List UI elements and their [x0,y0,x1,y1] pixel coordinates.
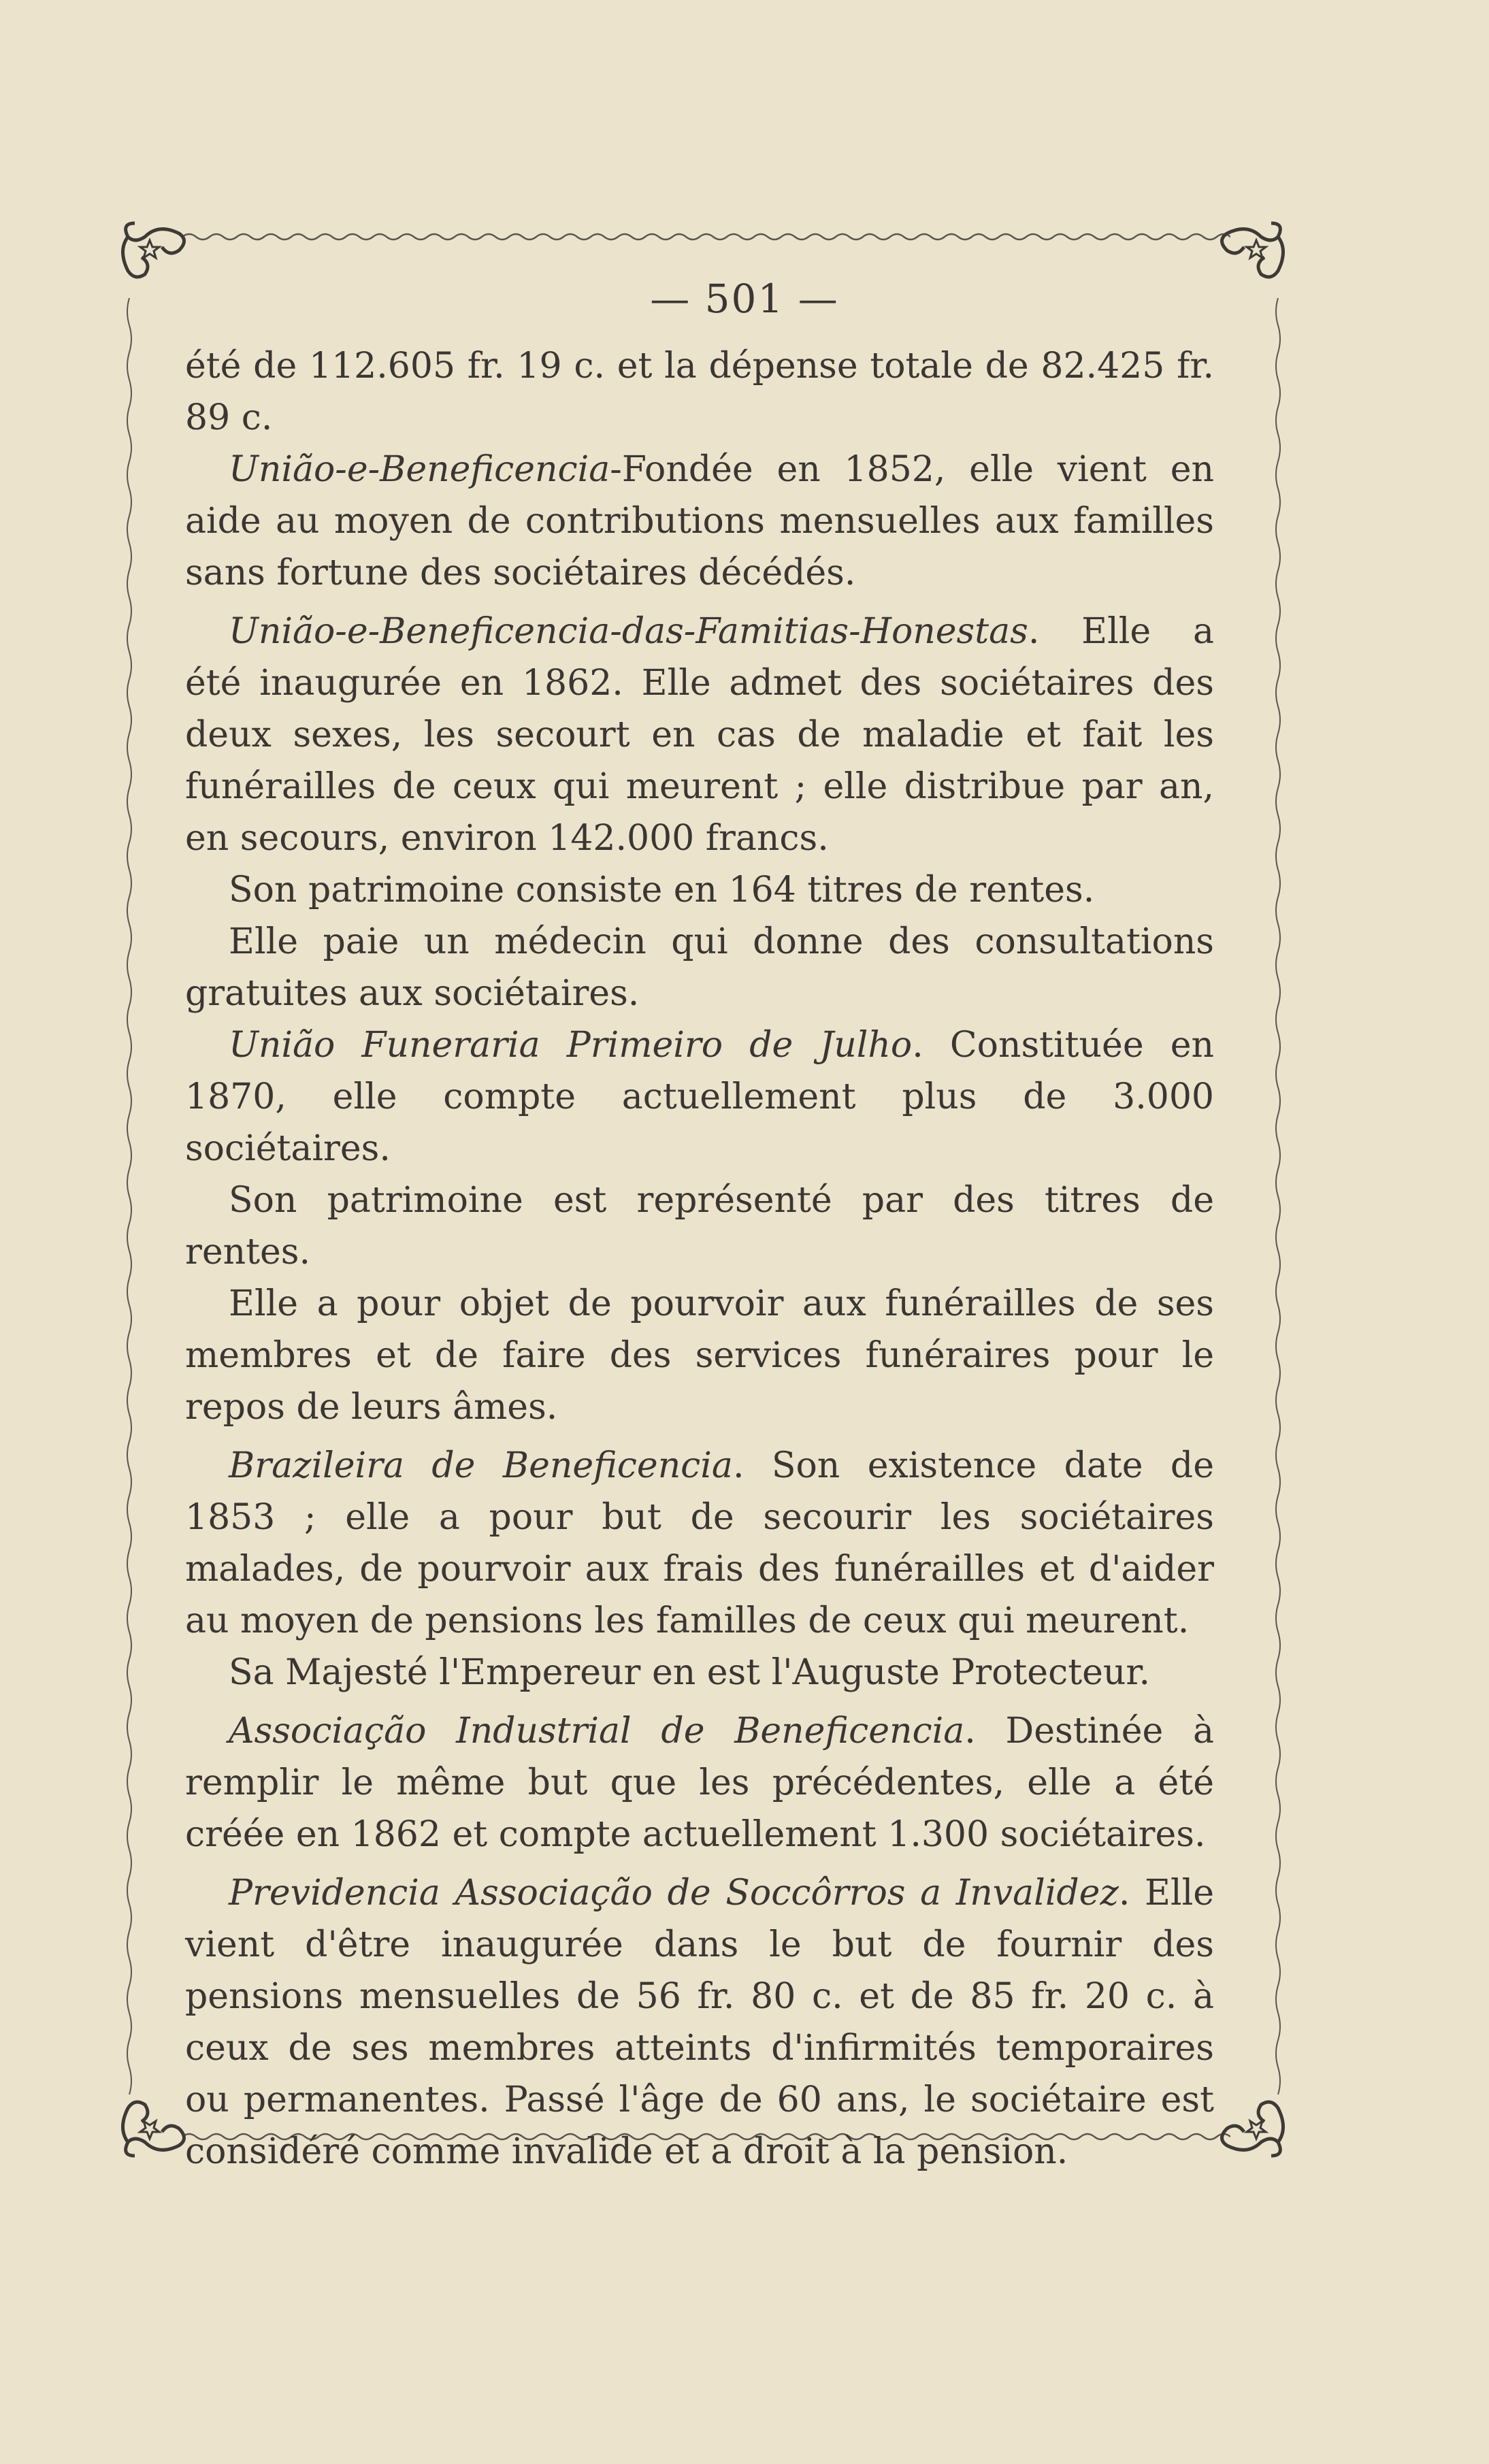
paragraph-text: . Son existence date de 1853 ; elle a pour but de secourir les sociétaires malades, de pourvoir aux frais des funérailles et d'aider au moyen de pensions les familles de ceux qui meurent. [185,1445,1214,1641]
paragraph-text: . Constituée en 1870, elle compte actuellement plus de 3.000 sociétaires. [185,1025,1214,1169]
paragraph-medecin [185,916,1214,1019]
page-number: — 501 — [650,276,839,322]
top-wavy-rule [182,230,1230,244]
paragraph-uniao-e-beneficencia [185,444,1214,599]
left-wavy-rule [122,298,136,2095]
corner-ornament-icon-bottom-right [1217,2095,1292,2169]
paragraph-title: União-e-Beneficencia [229,449,610,490]
corner-ornament-icon-top-right [1217,210,1292,284]
paragraph-title: Brazileira de Beneficencia [229,1445,733,1486]
body-text [185,340,1214,2178]
paragraph-text: Elle paie un médecin qui donne des consultations gratuites aux sociétaires. [185,921,1214,1014]
paragraph-brazileira [185,1440,1214,1647]
paragraph-continuation [185,340,1214,444]
corner-ornament-icon-top-left [114,210,189,284]
paragraph-objet [185,1278,1214,1433]
paragraph-uniao-funeraria [185,1019,1214,1174]
paragraph-patrimoine-rentes [185,1174,1214,1278]
paragraph-title: Previdencia Associação de Soccôrros a Invalidez [229,1873,1119,1913]
paragraph-text: été de 112.605 fr. 19 c. et la dépense totale de 82.425 fr. 89 c. [185,346,1214,438]
paragraph-text: . Elle vient d'être inaugurée dans le but de fournir des pensions mensuelles de 56 fr. 80 c. et de 85 fr. 20 c. à ceux de ses membres atteints d'infirmités temporaires ou permanentes. Passé l'âge de 60 ans, le sociétaire est considéré comme invalide et a droit à la pension. [185,1873,1214,2172]
paragraph-text: . Elle a été inaugurée en 1862. Elle admet des sociétaires des deux sexes, les secourt en cas de maladie et fait les funérailles de ceux qui meurent ; elle distribue par an, en secours, environ 142.000 francs. [185,611,1214,859]
right-wavy-rule [1271,298,1285,2095]
paragraph-text: Elle a pour objet de pourvoir aux funérailles de ses membres et de faire des services funéraires pour le repos de leurs âmes. [185,1283,1214,1428]
paragraph-text: Son patrimoine consiste en 164 titres de rentes. [229,870,1095,910]
paragraph-associacao-industrial [185,1705,1214,1860]
paragraph-text: -Fondée en 1852, elle vient en aide au moyen de contributions mensuelles aux familles sans fortune des sociétaires décédés. [185,449,1214,593]
paragraph-familias-honestas [185,606,1214,864]
paragraph-text: . Destinée à remplir le même but que les précédentes, elle a été créée en 1862 et compte actuellement 1.300 sociétaires. [185,1711,1214,1855]
paragraph-title: União-e-Beneficencia-das-Famitias-Honestas [229,611,1028,652]
paragraph-title: Associação Industrial de Beneficencia [229,1711,965,1752]
paragraph-previdencia [185,1867,1214,2178]
paragraph-title: União Funeraria Primeiro de Julho [229,1025,913,1066]
paragraph-empereur [185,1647,1214,1698]
paragraph-patrimoine [185,864,1214,916]
paragraph-text: Son patrimoine est représenté par des titres de rentes. [185,1180,1214,1272]
paragraph-text: Sa Majesté l'Empereur en est l'Auguste Protecteur. [229,1652,1151,1693]
corner-ornament-icon-bottom-left [114,2095,189,2169]
